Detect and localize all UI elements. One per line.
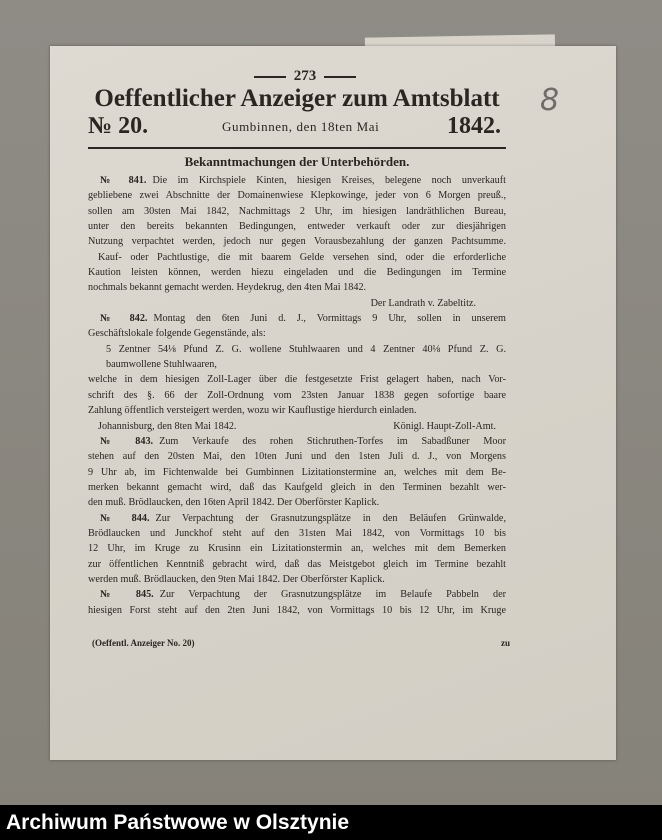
notice-first-line: [88, 311, 506, 326]
notice-line: [88, 357, 506, 372]
page-number: 273: [293, 68, 317, 84]
line-text: baumwollene Stuhlwaaren,: [106, 359, 217, 371]
notice-line: [88, 572, 506, 587]
place-date: Johannisburg, den 8ten Mai 1842.: [98, 420, 237, 432]
place-date: Gumbinnen, den 18ten Mai: [222, 119, 380, 134]
line-text: stehen auf den 20sten Mai, den 10ten Juni und den 1sten Juli d. J., von Morgens: [88, 451, 506, 463]
notice-line: [88, 219, 506, 234]
line-text: Kauf- oder Pachtlustige, die mit baarem Gelde versehen sind, oder die erforderliche: [98, 251, 506, 263]
dash-right: [324, 76, 356, 78]
line-text: Brödlaucken und Junckhof steht auf den 31sten Mai 1842, von Vormittags 10 bis: [88, 527, 506, 539]
notice-line: [88, 188, 506, 203]
line-text: Die im Kirchspiele Kinten, hiesigen Kreises, belegene noch unverkauft: [152, 175, 506, 186]
notice-number: № 843.: [100, 435, 154, 447]
issue-year: 1842.: [447, 113, 501, 139]
line-text: nochmals bekannt gemacht werden. Heydekrug, den 4ten Mai 1842.: [88, 282, 367, 294]
notice-line: [88, 403, 506, 418]
notices-body: [88, 173, 506, 618]
line-text: Montag den 6ten Juni d. J., Vormittags 9 Uhr, sollen in unserem: [153, 313, 506, 325]
line-text: werden muß. Brödlaucken, den 9ten Mai 1842. Der Oberförster Kaplick.: [88, 573, 385, 585]
line-text: Der Landrath v. Zabeltitz.: [370, 297, 476, 309]
notice-line: [88, 526, 506, 541]
notice-line: [88, 465, 506, 480]
page-number-row: [200, 68, 410, 85]
line-text: schrift des §. 66 der Zoll-Ordnung vom 23sten Januar 1838 gegen sofortige baare: [88, 389, 506, 401]
line-text: Kaution leisten können, werden hiezu eingeladen und die Bedingungen im Termine: [88, 267, 506, 279]
notice-line: [88, 495, 506, 510]
notice-first-line: [88, 173, 506, 188]
notice-first-line: [88, 434, 506, 449]
line-text: sollen am 30sten Mai 1842, Nachmittags 2 Uhr, im hiesigen landräthlichen Bureau,: [88, 205, 506, 217]
line-text: Geschäftslokale folgende Gegenstände, als:: [88, 328, 266, 340]
line-text: merken bekannt gemacht wird, daß das Kaufgeld gleich in den Terminen bezahlt wer-: [88, 481, 506, 493]
catchword: zu: [501, 638, 510, 648]
publication-title: Oeffentlicher Anzeiger zum Amtsblatt: [94, 85, 500, 112]
notice-line: [88, 372, 506, 387]
line-text: 12 Uhr, im Kruge zu Krusinn ein Lizitationstermin an, welches mit dem Bemerken: [88, 543, 506, 555]
notice-line: [88, 480, 506, 495]
notice-line: [88, 265, 506, 280]
notice-first-line: [88, 587, 506, 602]
notice-line: [88, 449, 506, 464]
line-text: Zum Verkaufe des rohen Stichruthen-Torfes im Sabadßuner Moor: [159, 435, 506, 447]
notice-line: [88, 342, 506, 357]
notice-line: [88, 296, 506, 311]
line-text: Nutzung verpachtet werden, jedoch nur gegen Vorausbezahlung der ganzen Pachtsumme.: [88, 236, 506, 248]
line-text: Zahlung öffentlich versteigert werden, wozu wir Kauflustige hierdurch einladen.: [88, 405, 417, 417]
issue-number: № 20.: [88, 113, 149, 139]
header-rule: [88, 147, 506, 149]
notice-line: [88, 541, 506, 556]
notice-number: № 844.: [100, 512, 150, 524]
line-text: hiesigen Forst steht auf den 2ten Juni 1842, von Vormittags 10 bis 12 Uhr, im Kruge: [88, 604, 506, 616]
notice-line: [88, 557, 506, 572]
notice-line: [88, 280, 506, 295]
pencil-margin-note: 8: [540, 83, 560, 118]
notice-number: № 842.: [100, 313, 148, 325]
notice-first-line: [88, 511, 506, 526]
line-text: 9 Uhr ab, im Fichtenwalde bei Gumbinnen Lizitationstermine an, welches mit dem Be-: [88, 466, 506, 478]
line-text: 5 Zentner 54⅛ Pfund Z. G. wollene Stuhlwaaren und 4 Zentner 40⅛ Pfund Z. G.: [106, 343, 506, 355]
notice-line: [88, 204, 506, 219]
dash-left: [254, 76, 286, 78]
line-text: den muß. Brödlaucken, den 16ten April 1842. Der Oberförster Kaplick.: [88, 497, 380, 509]
page-footer: [92, 637, 510, 650]
notice-line: [88, 603, 506, 618]
line-text: welche in dem hiesigen Zoll-Lager über die festgesetzte Frist gelagert haben, nach Vor-: [88, 374, 506, 386]
line-text: Zur Verpachtung der Grasnutzungsplätze im Belaufe Pabbeln der: [159, 589, 506, 601]
signature-mark: (Oeffentl. Anzeiger No. 20): [92, 638, 195, 648]
issuing-office: Königl. Haupt-Zoll-Amt.: [393, 420, 496, 432]
section-heading: Bekanntmachungen der Unterbehörden.: [184, 154, 410, 169]
line-text: zur öffentlichen Kenntniß gebracht wird, daß das Meistgebot gleich im Termine bezahlt: [88, 558, 506, 570]
notice-line: [88, 326, 506, 341]
archive-caption: Archiwum Państwowe w Olsztynie: [6, 811, 350, 834]
notice-line: [88, 250, 506, 265]
notice-line: [88, 234, 506, 249]
notice-line: [88, 419, 506, 434]
line-text: Zur Verpachtung der Grasnutzungsplätze in den Beläufen Grünwalde,: [155, 512, 506, 524]
line-text: gebliebene zwei Abschnitte der Domainenwiese Klepkowinge, jeder von 6 Morgen preuß.,: [88, 190, 506, 202]
notice-number: № 841.: [100, 175, 147, 186]
line-text: unter den bereits bekannten Bedingungen, entweder verkauft oder zur diesjährigen: [88, 221, 506, 233]
notice-number: № 845.: [100, 589, 154, 601]
notice-line: [88, 388, 506, 403]
